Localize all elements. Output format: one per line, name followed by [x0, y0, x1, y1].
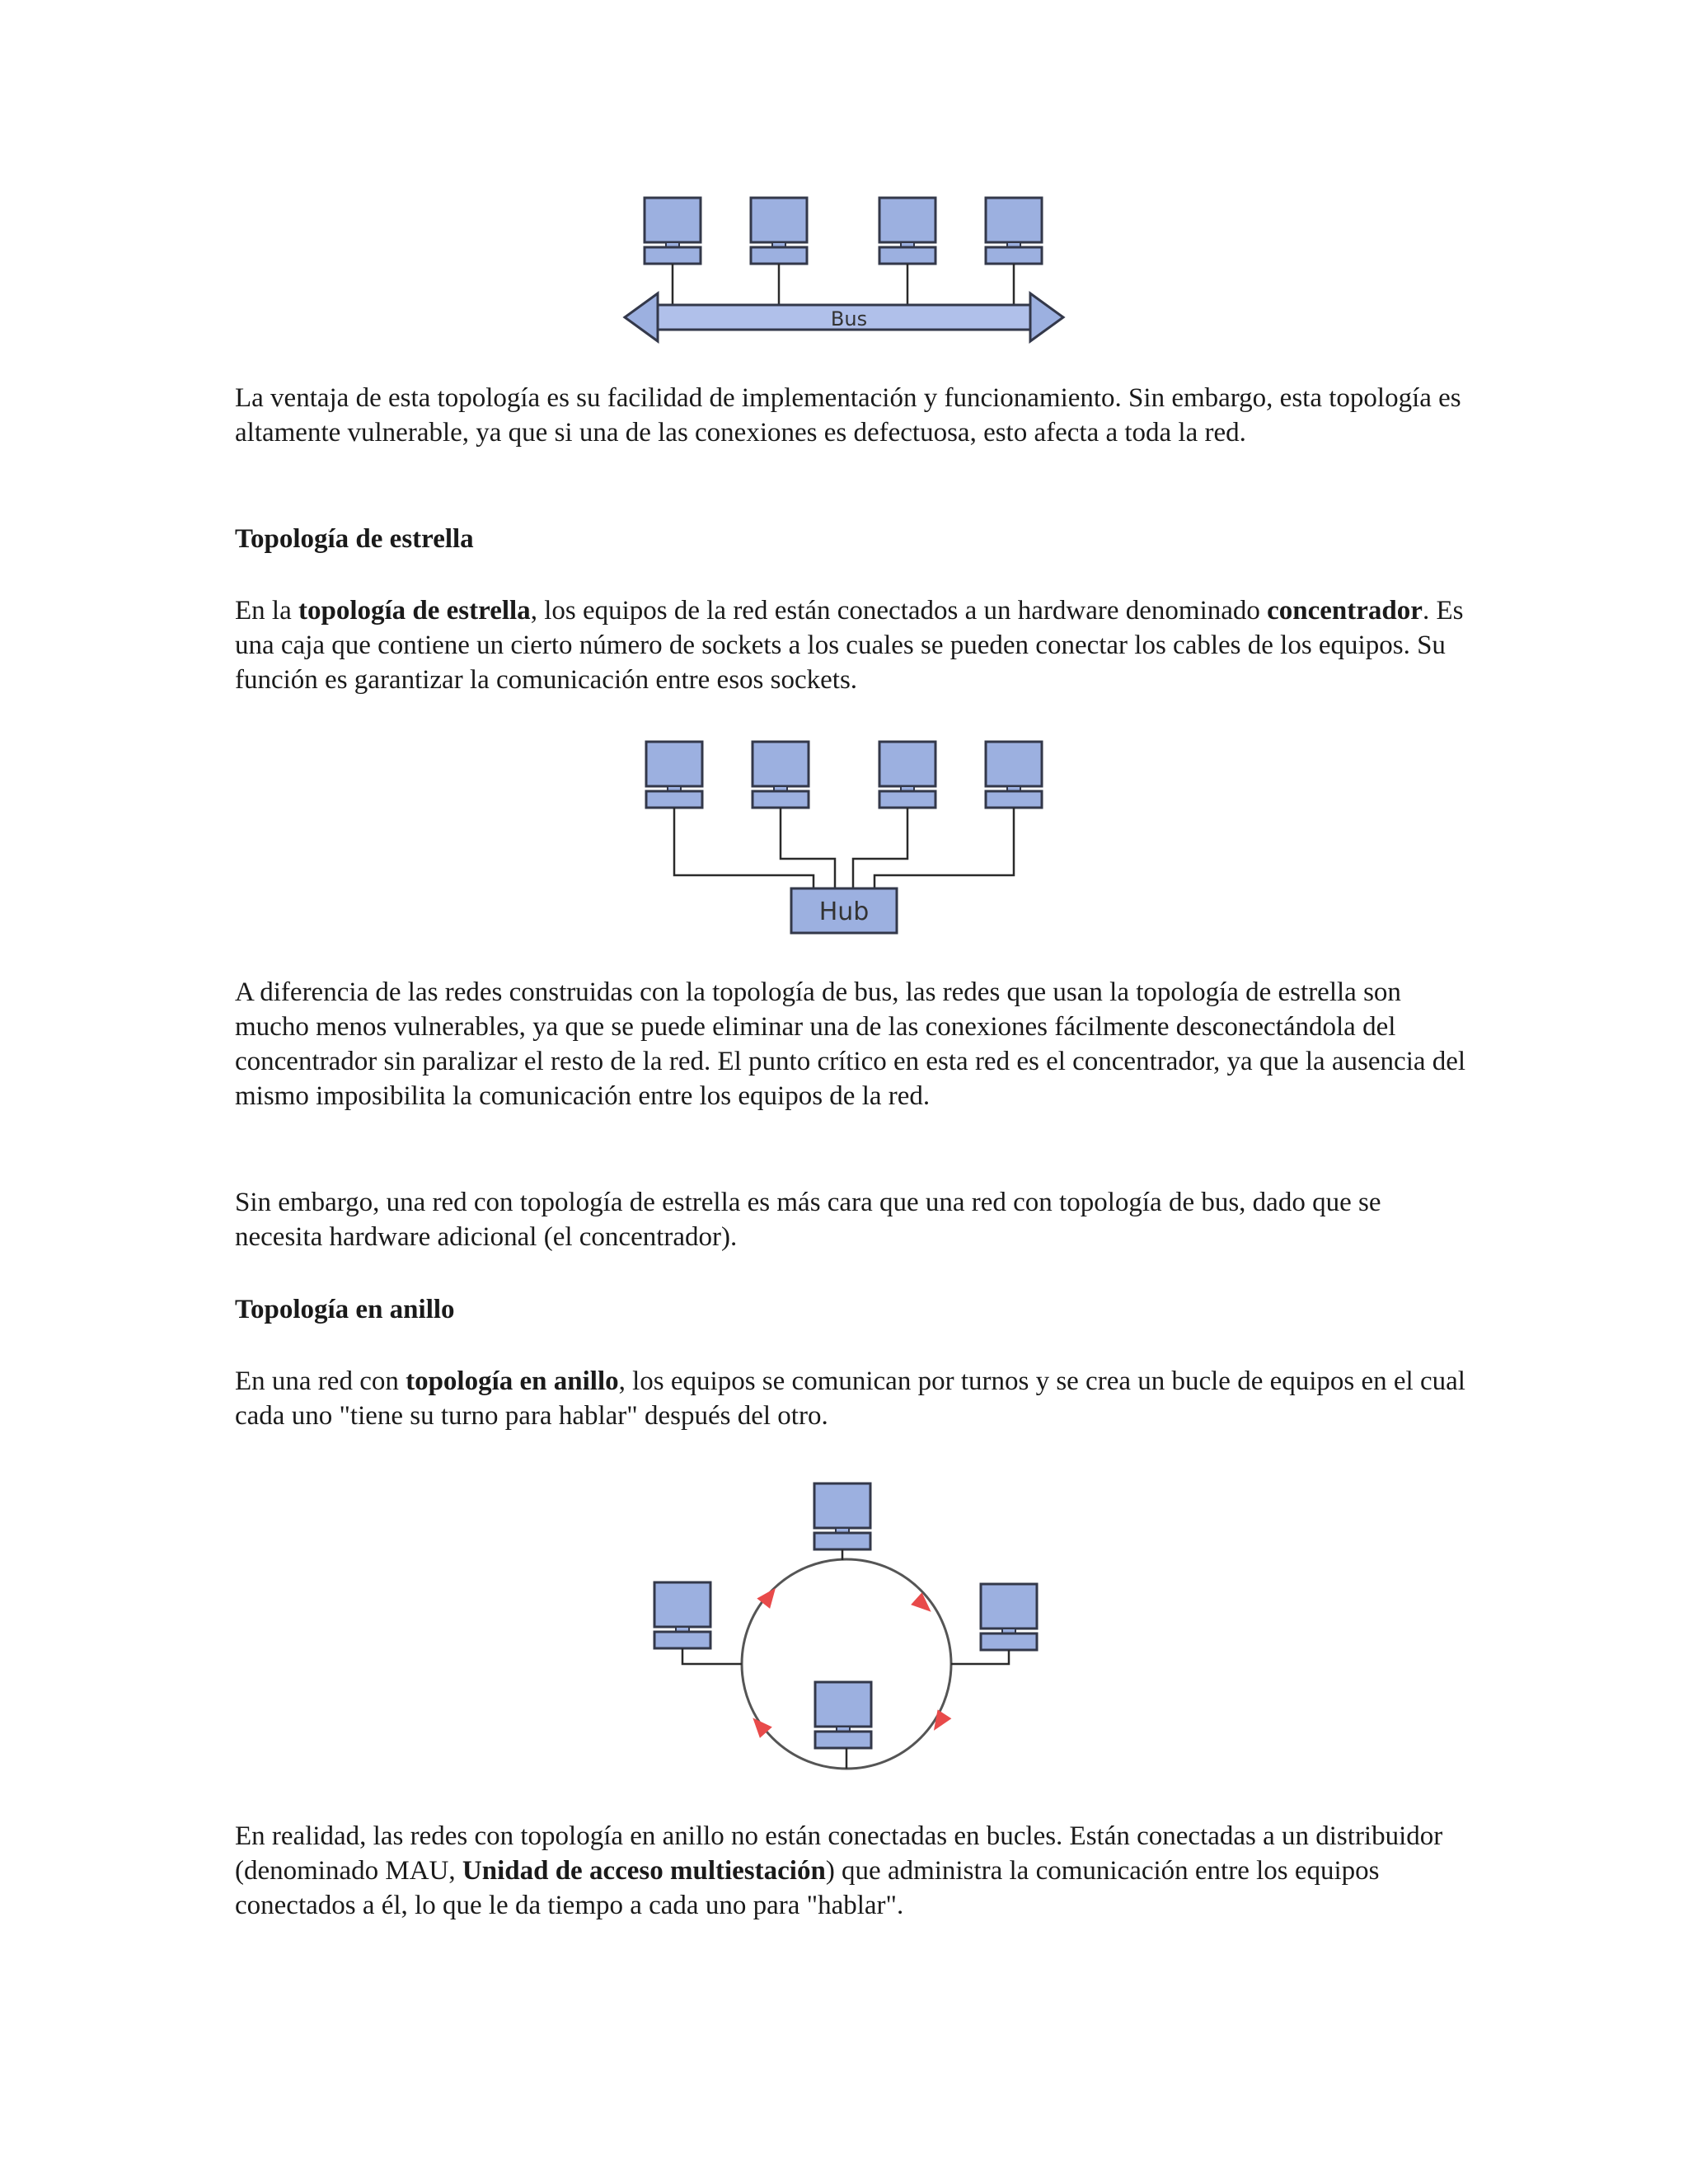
paragraph-ring-reality: En realidad, las redes con topología en anillo no están conectadas en bucles. Están conectadas a un distribuidor (denominado MAU, Unidad de acceso multiestación) que administra la comunicación entre los equipos conectados a él, lo que le da tiempo a cada uno para "hablar".	[235, 1821, 1443, 1920]
paragraph-ring-intro: En una red con topología en anillo, los equipos se comunican por turnos y se crea un bucle de equipos en el cual cada uno "tiene su turno para hablar" después del otro.	[235, 1366, 1465, 1431]
computer-icon	[986, 742, 1042, 808]
paragraph-star-vulnerability: A diferencia de las redes construidas con la topología de bus, las redes que usan la topología de estrella son mucho menos vulnerables, ya que se puede eliminar una de las conexiones fácilmente desconectándola del concentrador sin paralizar el resto de la red. El punto crítico en esta red es el concentrador, ya que la ausencia del mismo imposibilita la comunicación entre los equipos de la red.	[235, 977, 1466, 1111]
arrow-icon	[927, 1709, 952, 1735]
computer-icon	[981, 1584, 1037, 1650]
computer-icon	[646, 742, 702, 808]
star-topology-diagram	[635, 733, 1063, 940]
computer-icon	[751, 198, 807, 264]
computer-icon	[986, 198, 1042, 264]
ring-topology-diagram	[643, 1475, 1055, 1780]
bus-label: Bus	[830, 307, 868, 330]
paragraph-star-cost: Sin embargo, una red con topología de estrella es más cara que una red con topología de bus, dado que se necesita hardware adicional (el concentrador).	[235, 1188, 1381, 1252]
heading-star-topology: Topología de estrella	[235, 524, 474, 554]
computer-icon	[879, 198, 935, 264]
computer-icon	[753, 742, 809, 808]
computer-icon	[654, 1582, 710, 1648]
computer-icon	[879, 742, 935, 808]
bus-topology-diagram	[618, 190, 1071, 346]
paragraph-bus-advantage: La ventaja de esta topología es su facilidad de implementación y funcionamiento. Sin embargo, esta topología es altamente vulnerable, ya que si una de las conexiones es defectuosa, esto afecta a toda la red.	[235, 383, 1461, 448]
heading-ring-topology: Topología en anillo	[235, 1295, 455, 1324]
hub-label: Hub	[818, 898, 870, 926]
computer-icon	[814, 1483, 870, 1549]
computer-icon	[815, 1682, 871, 1748]
paragraph-star-intro: En la topología de estrella, los equipos de la red están conectados a un hardware denominado concentrador. Es una caja que contiene un cierto número de sockets a los cuales se pueden conectar los cables de los equipos. Su función es garantizar la comunicación entre esos sockets.	[235, 596, 1464, 695]
computer-icon	[645, 198, 701, 264]
